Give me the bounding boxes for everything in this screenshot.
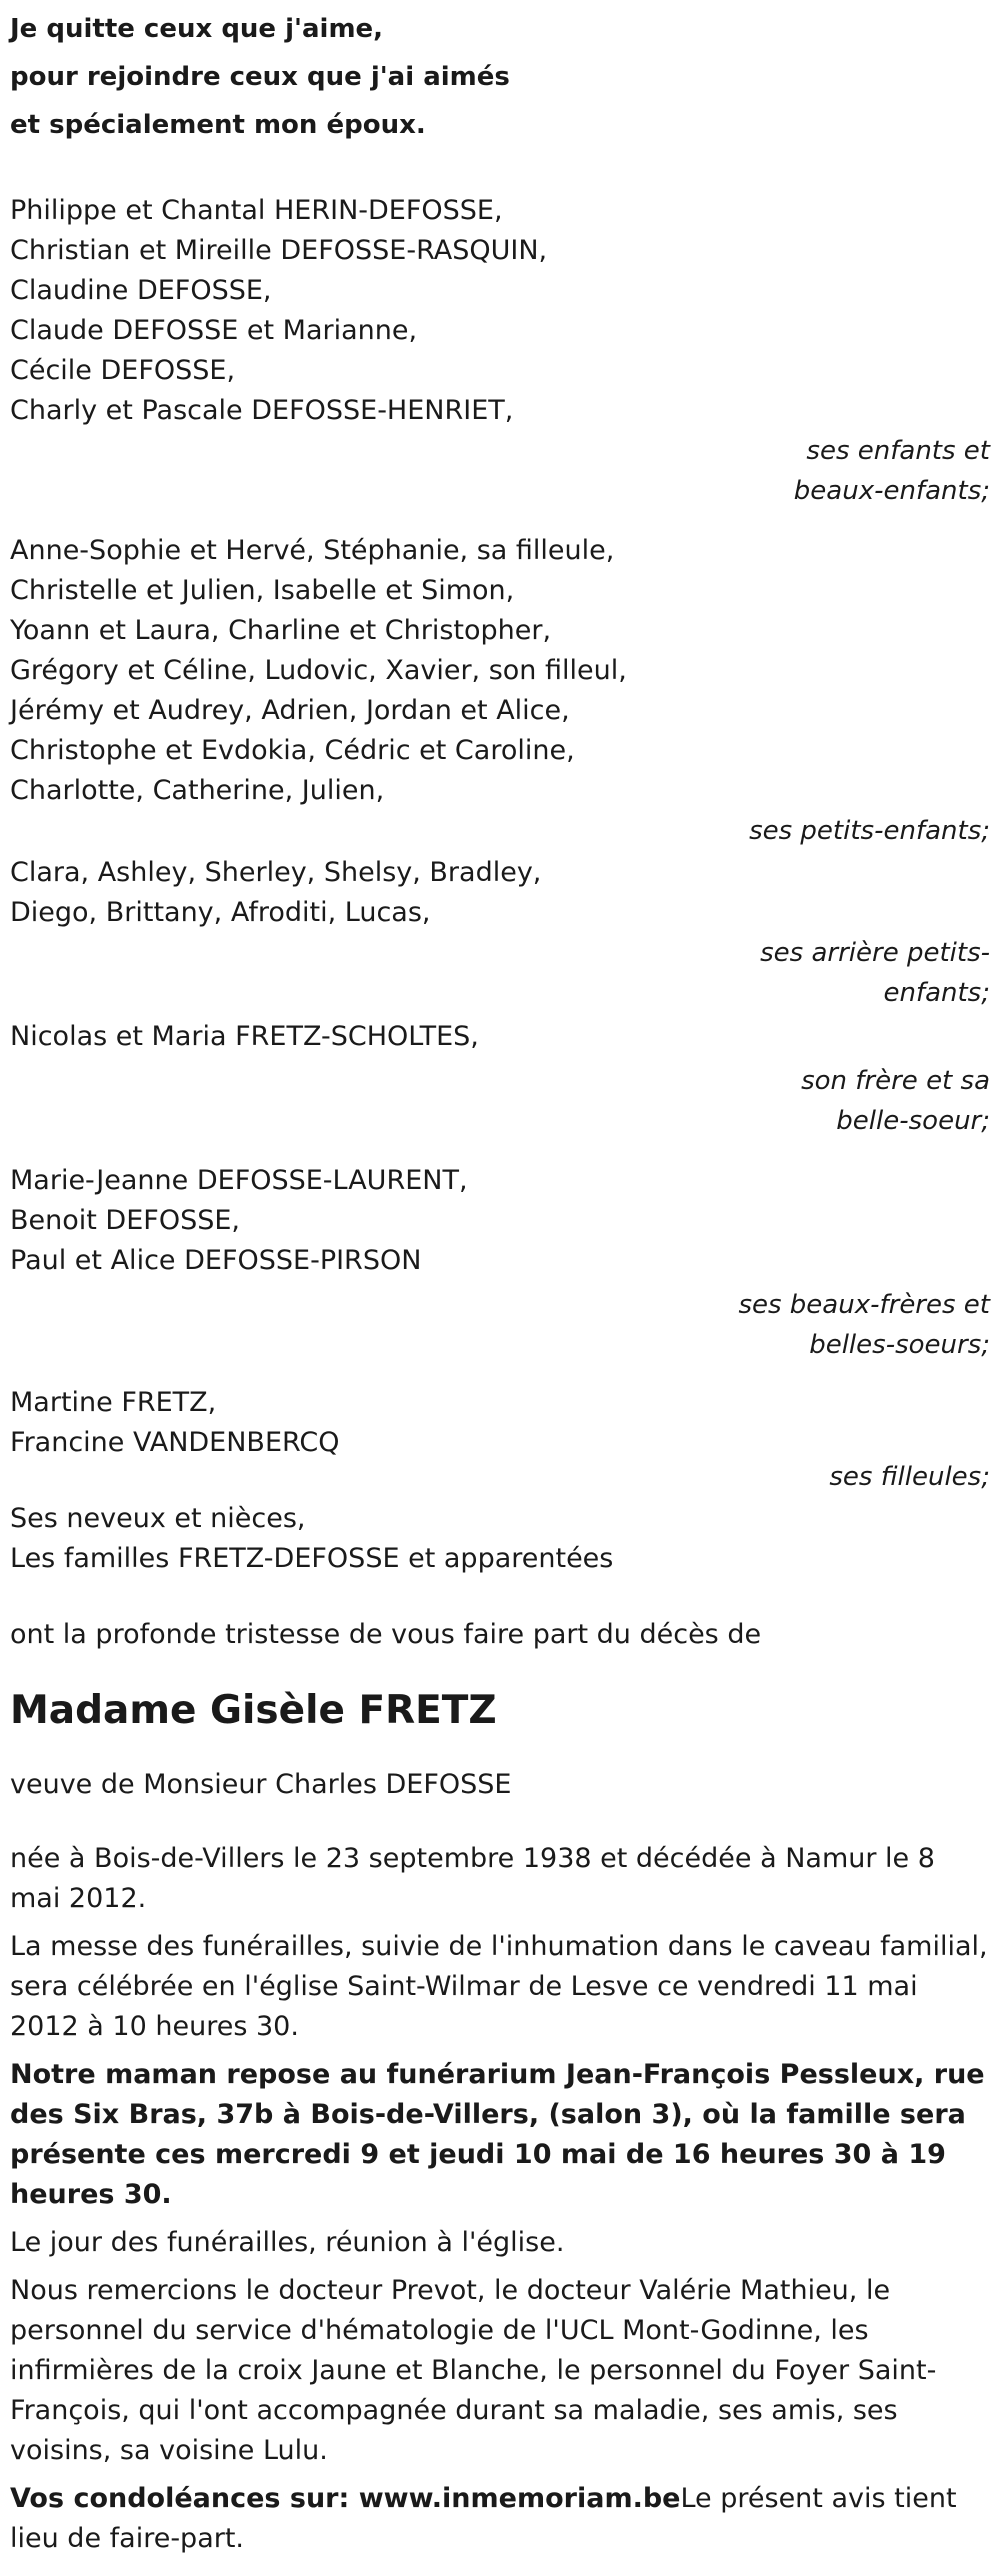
relationship-label: [10, 1457, 990, 1497]
family-name: Ses neveux et nièces,: [10, 1503, 306, 1534]
relationship-line: ses enfants et: [806, 436, 990, 466]
relationship-label: [10, 811, 990, 851]
names-list: [10, 1383, 990, 1463]
funeral-details: La messe des funérailles, suivie de l'inhumation dans le caveau familial, sera célébrée en l'église Saint-Wilmar de Lesve ce vendredi 11 mai 2012 à 10 heures 30.: [10, 1931, 988, 2042]
family-name: Claude DEFOSSE et Marianne,: [10, 315, 418, 346]
family-name: Grégory et Céline, Ludovic, Xavier, son filleul,: [10, 655, 627, 686]
family-name: Paul et Alice DEFOSSE-PIRSON: [10, 1245, 422, 1276]
relationship-line: enfants;: [883, 978, 990, 1008]
relationship-label: [10, 1061, 990, 1141]
names-list: [10, 1161, 990, 1281]
family-group-children: [10, 191, 990, 511]
relationship-line: belle-soeur;: [836, 1106, 990, 1136]
family-name: Christian et Mireille DEFOSSE-RASQUIN,: [10, 235, 548, 266]
family-name: Christelle et Julien, Isabelle et Simon,: [10, 575, 515, 606]
family-name: Diego, Brittany, Afroditi, Lucas,: [10, 897, 431, 928]
family-name: Les familles FRETZ-DEFOSSE et apparentées: [10, 1543, 614, 1574]
family-name: Yoann et Laura, Charline et Christopher,: [10, 615, 552, 646]
meeting-details: Le jour des funérailles, réunion à l'église.: [10, 2227, 565, 2258]
obituary-notice: [0, 5, 1000, 2554]
relationship-line: belles-soeurs;: [809, 1330, 990, 1360]
birth-death-dates: née à Bois-de-Villers le 23 septembre 1938 et décédée à Namur le 8 mai 2012.: [10, 1843, 935, 1914]
relationship-label: [10, 431, 990, 511]
relationship-line: ses arrière petits-: [760, 938, 990, 968]
family-name: Charlotte, Catherine, Julien,: [10, 775, 385, 806]
family-group-brother: [10, 1017, 990, 1141]
condolences: [10, 2479, 990, 2559]
family-name: Claudine DEFOSSE,: [10, 275, 272, 306]
family-name: Francine VANDENBERCQ: [10, 1427, 340, 1458]
family-name: Clara, Ashley, Sherley, Shelsy, Bradley,: [10, 857, 542, 888]
relationship-line: beaux-enfants;: [793, 476, 990, 506]
family-group-great-grandchildren: [10, 853, 990, 1013]
thanks-text: Nous remercions le docteur Prevot, le docteur Valérie Mathieu, le personnel du service d'hématologie de l'UCL Mont-Godinne, les infirmières de la croix Jaune et Blanche, le personnel du Foyer Saint-François, qui l'ont accompagnée durant sa maladie, ses amis, ses voisins, sa voisine Lulu.: [10, 2275, 937, 2466]
other-relatives: [10, 1499, 990, 1579]
relationship-line: son frère et sa: [801, 1066, 990, 1096]
motto-line: Je quitte ceux que j'aime,: [10, 14, 384, 44]
relationship-line: ses petits-enfants;: [749, 816, 990, 846]
names-list: [10, 531, 990, 811]
family-group-in-laws: [10, 1161, 990, 1365]
motto-line: pour rejoindre ceux que j'ai aimés: [10, 62, 510, 92]
relationship-label: [10, 1285, 990, 1365]
family-group-grandchildren: [10, 531, 990, 851]
family-name: Nicolas et Maria FRETZ-SCHOLTES,: [10, 1021, 479, 1052]
family-group-goddaughters: [10, 1383, 990, 1497]
family-name: Philippe et Chantal HERIN-DEFOSSE,: [10, 195, 503, 226]
relationship-line: ses filleules;: [829, 1462, 990, 1492]
relationship-label: [10, 933, 990, 1013]
names-list: [10, 1017, 990, 1057]
condolences-note: Le présent avis tient lieu de faire-part.: [10, 2483, 957, 2554]
family-name: Benoit DEFOSSE,: [10, 1205, 240, 1236]
family-name: Anne-Sophie et Hervé, Stéphanie, sa filleule,: [10, 535, 615, 566]
motto-line: et spécialement mon époux.: [10, 110, 426, 140]
relationship-line: ses beaux-frères et: [738, 1290, 990, 1320]
family-name: Charly et Pascale DEFOSSE-HENRIET,: [10, 395, 514, 426]
deceased-name: Madame Gisèle FRETZ: [10, 1688, 497, 1733]
names-list: [10, 191, 990, 431]
names-list: [10, 853, 990, 933]
family-name: Cécile DEFOSSE,: [10, 355, 236, 386]
family-name: Jérémy et Audrey, Adrien, Jordan et Alice,: [10, 695, 570, 726]
family-name: Marie-Jeanne DEFOSSE-LAURENT,: [10, 1165, 468, 1196]
condolences-link[interactable]: Vos condoléances sur: www.inmemoriam.be: [10, 2483, 681, 2514]
motto: [10, 5, 990, 149]
funerarium-details: Notre maman repose au funérarium Jean-François Pessleux, rue des Six Bras, 37b à Bois-de-Villers, (salon 3), où la famille sera présente ces mercredi 9 et jeudi 10 mai de 16 heures 30 à 19 heures 30.: [10, 2059, 985, 2210]
family-name: Christophe et Evdokia, Cédric et Caroline,: [10, 735, 575, 766]
widow-of: veuve de Monsieur Charles DEFOSSE: [10, 1769, 512, 1800]
family-name: Martine FRETZ,: [10, 1387, 217, 1418]
announcement: ont la profonde tristesse de vous faire part du décès de: [10, 1619, 762, 1650]
